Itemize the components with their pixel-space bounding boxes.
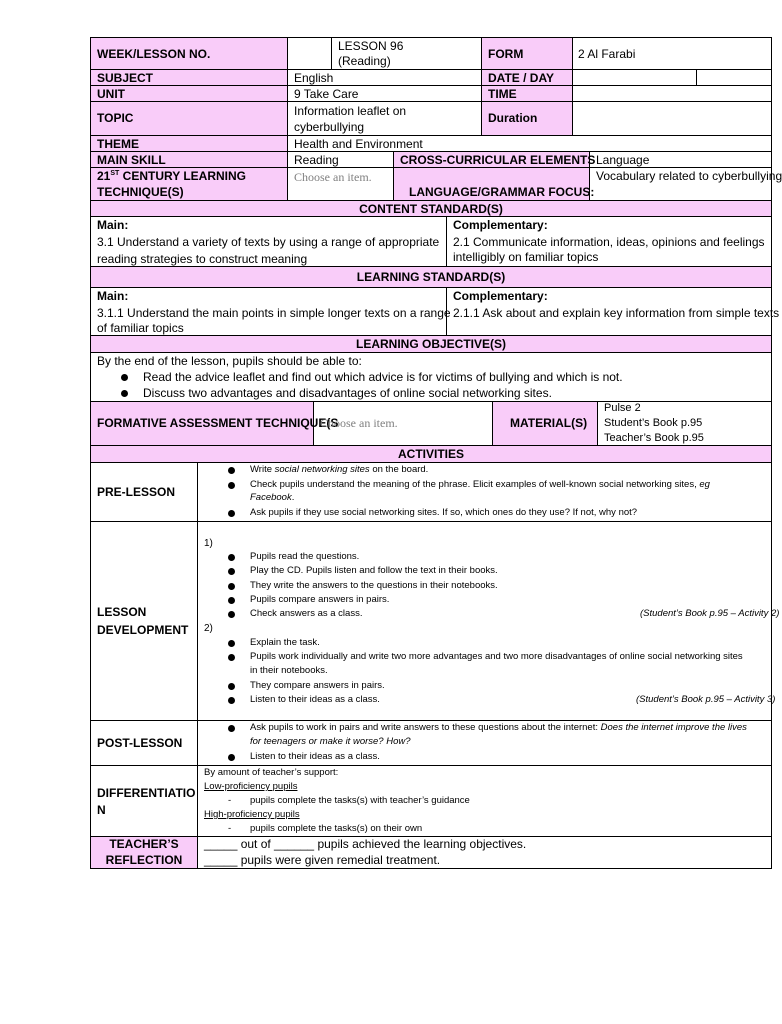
duration-value-cell[interactable] xyxy=(572,101,772,136)
reflection-label-1: TEACHER’S xyxy=(109,837,179,851)
learning-standard-header xyxy=(90,266,772,288)
content-main-text-2: reading strategies to construct meaning xyxy=(97,252,308,266)
cce-value: Language xyxy=(596,153,650,167)
diff-line-3: pupils complete the tasks(s) with teacher’s guidance xyxy=(250,795,470,806)
main-skill-value-cell xyxy=(287,151,394,168)
development-content xyxy=(197,521,780,721)
pre-lesson-content xyxy=(197,462,772,522)
century-label-line2: TECHNIQUE(S) xyxy=(97,185,184,199)
lesson-no: LESSON 96 xyxy=(338,39,404,53)
development-label-2: DEVELOPMENT xyxy=(97,623,189,637)
unit-value: 9 Take Care xyxy=(294,87,359,101)
century-label-text: CENTURY LEARNING xyxy=(119,169,246,183)
century-label-num: 21 xyxy=(97,169,111,183)
learning-standard-comp-cell xyxy=(446,287,780,336)
differentiation-label-2: N xyxy=(97,803,106,817)
reflection-label-2: REFLECTION xyxy=(105,853,183,867)
post-lesson-label: POST-LESSON xyxy=(97,736,183,750)
dev-ref-2: (Student’s Book p.95 – Activity 3) xyxy=(636,694,776,705)
reflection-label-cell xyxy=(90,836,198,869)
assessment-value-cell[interactable] xyxy=(313,401,493,446)
diff-line-2: Low-proficiency pupils xyxy=(204,781,298,792)
content-comp-text-2: intelligibly on familiar topics xyxy=(453,250,599,264)
dash-icon: - xyxy=(228,795,232,806)
pre-item-2 xyxy=(250,479,710,491)
week-label-cell xyxy=(90,37,288,70)
unit-label-cell xyxy=(90,85,288,102)
dev-item-2-4: Listen to their ideas as a class. xyxy=(250,694,380,705)
theme-value-cell xyxy=(287,135,772,152)
bullet-icon xyxy=(228,654,235,661)
cce-value-cell xyxy=(589,151,772,168)
time-label: TIME xyxy=(488,87,517,101)
pre-lesson-label: PRE-LESSON xyxy=(97,485,176,499)
pre-item-1 xyxy=(250,464,428,476)
learning-standard-title: LEARNING STANDARD(S) xyxy=(356,270,506,284)
century-label-sup: ST xyxy=(110,170,120,177)
form-value: 2 Al Farabi xyxy=(578,47,636,61)
pre-item-2-period: . xyxy=(291,492,295,503)
pre-item-1a: Write xyxy=(250,464,275,475)
bullet-icon xyxy=(228,597,235,604)
objective-item-2: Discuss two advantages and disadvantages of online social networking sites. xyxy=(143,386,552,400)
bullet-icon xyxy=(228,683,235,690)
grammar-value: Vocabulary related to cyberbullying xyxy=(596,169,782,183)
content-comp-label: Complementary: xyxy=(453,218,548,232)
date-label-cell xyxy=(481,69,573,86)
pre-item-1c: on the board. xyxy=(369,464,429,475)
bullet-icon xyxy=(228,754,235,761)
bullet-icon xyxy=(228,697,235,704)
objective-header xyxy=(90,335,772,353)
dev-ref-1: (Student’s Book p.95 – Activity 2) xyxy=(640,608,780,619)
material-item-3: Teacher’s Book p.95 xyxy=(604,432,704,444)
dash-icon: - xyxy=(228,823,232,834)
dev-num-1: 1) xyxy=(204,538,213,549)
dev-item-2-2: Pupils work individually and write two more advantages and two more disadvantages of online social networking sites xyxy=(250,651,743,662)
main-skill-label: MAIN SKILL xyxy=(97,153,166,167)
bullet-icon xyxy=(228,510,235,517)
learning-standard-main-cell xyxy=(90,287,451,336)
material-label-cell xyxy=(492,401,598,446)
date-value-cell[interactable] xyxy=(572,69,697,86)
dev-item-2-1: Explain the task. xyxy=(250,637,320,648)
subject-value-cell xyxy=(287,69,482,86)
post-lesson-label-cell xyxy=(90,720,198,766)
development-label-cell xyxy=(90,521,198,721)
century-label-cell xyxy=(90,167,288,201)
post-item-1a: Ask pupils to work in pairs and write answers to these questions about the internet: xyxy=(250,722,601,733)
reflection-line-1[interactable]: _____ out of ______ pupils achieved the learning objectives. xyxy=(204,837,527,851)
cce-label: CROSS-CURRICULAR ELEMENTS xyxy=(400,153,596,167)
day-value-cell[interactable] xyxy=(696,69,772,86)
dev-item-1-4: Pupils compare answers in pairs. xyxy=(250,594,390,605)
pre-item-2-cont xyxy=(250,492,294,504)
activities-title: ACTIVITIES xyxy=(397,447,464,461)
objective-item-1: Read the advice leaflet and find out which advice is for victims of bullying and which is not. xyxy=(143,370,623,384)
lesson-type: (Reading) xyxy=(338,54,391,68)
subject-label-cell xyxy=(90,69,288,86)
bullet-icon xyxy=(228,554,235,561)
development-label-1: LESSON xyxy=(97,605,147,619)
main-skill-value: Reading xyxy=(294,153,339,167)
content-standard-title: CONTENT STANDARD(S) xyxy=(359,202,503,216)
differentiation-label-1: DIFFERENTIATIO xyxy=(97,786,196,800)
objective-body xyxy=(90,352,772,402)
dev-item-1-5: Check answers as a class. xyxy=(250,608,363,619)
duration-label: Duration xyxy=(488,111,538,125)
assessment-label: FORMATIVE ASSESSMENT TECHNIQUE(S xyxy=(97,416,339,430)
diff-line-5: pupils complete the tasks(s) on their own xyxy=(250,823,423,834)
bullet-icon xyxy=(228,640,235,647)
subject-label: SUBJECT xyxy=(97,71,154,85)
duration-label-cell xyxy=(481,101,573,136)
post-item-1 xyxy=(250,722,747,734)
cce-label-cell xyxy=(393,151,596,168)
dev-item-1-3: They write the answers to the questions in their notebooks. xyxy=(250,580,498,591)
date-label: DATE / DAY xyxy=(488,71,555,85)
learning-main-label: Main: xyxy=(97,289,129,303)
topic-value-1: Information leaflet on xyxy=(294,104,407,118)
dev-num-2: 2) xyxy=(204,623,213,634)
bullet-icon xyxy=(121,374,128,381)
assessment-dropdown-placeholder[interactable]: Choose an item. xyxy=(320,416,398,430)
form-label-cell xyxy=(481,37,573,70)
content-standard-main-cell xyxy=(90,216,447,267)
pre-item-2a: Check pupils understand the meaning of the phrase. Elicit examples of well-known social networking sites, xyxy=(250,479,700,490)
diff-line-1: By amount of teacher’s support: xyxy=(204,767,339,778)
form-label: FORM xyxy=(488,47,524,61)
grammar-label-cell xyxy=(393,167,595,201)
time-value-cell[interactable] xyxy=(572,85,772,102)
time-label-cell xyxy=(481,85,573,102)
century-dropdown-placeholder[interactable]: Choose an item. xyxy=(294,170,372,184)
pre-item-1b: social networking sites xyxy=(274,464,370,475)
content-standard-header xyxy=(90,200,772,217)
content-comp-text-1: 2.1 Communicate information, ideas, opinions and feelings xyxy=(453,235,765,249)
material-item-1: Pulse 2 xyxy=(604,402,641,414)
topic-label-cell xyxy=(90,101,288,136)
dev-item-1-2: Play the CD. Pupils listen and follow the text in their books. xyxy=(250,565,498,576)
bullet-icon xyxy=(228,482,235,489)
grammar-label: LANGUAGE/GRAMMAR FOCUS: xyxy=(409,185,595,199)
topic-value-cell xyxy=(287,101,482,136)
pre-item-2-facebook: Facebook xyxy=(250,492,292,503)
bullet-icon xyxy=(228,725,235,732)
material-label: MATERIAL(S) xyxy=(510,416,588,430)
post-item-2: Listen to their ideas as a class. xyxy=(250,751,380,762)
material-value-cell xyxy=(597,401,772,446)
objective-title: LEARNING OBJECTIVE(S) xyxy=(355,337,506,351)
learning-main-text-1: 3.1.1 Understand the main points in simple longer texts on a range xyxy=(97,306,451,320)
post-lesson-content xyxy=(197,720,772,766)
topic-value-2: cyberbullying xyxy=(294,120,365,134)
bullet-icon xyxy=(228,568,235,575)
differentiation-label-cell xyxy=(90,765,198,837)
century-value-cell[interactable] xyxy=(287,167,394,201)
form-value-cell xyxy=(572,37,772,70)
learning-comp-text-1: 2.1.1 Ask about and explain key information from simple texts xyxy=(453,306,780,320)
theme-value: Health and Environment xyxy=(294,137,423,151)
grammar-value-cell xyxy=(589,167,782,201)
post-item-1-cont: for teenagers or make it worse? How? xyxy=(250,736,411,747)
content-main-text-1: 3.1 Understand a variety of texts by using a range of appropriate xyxy=(97,235,440,249)
topic-label: TOPIC xyxy=(97,111,134,125)
subject-value: English xyxy=(294,71,334,85)
pre-item-2b: eg xyxy=(699,479,710,490)
diff-line-4: High-proficiency pupils xyxy=(204,809,300,820)
learning-main-text-2: of familiar topics xyxy=(97,321,184,335)
bullet-icon xyxy=(121,390,128,397)
century-label xyxy=(97,169,246,184)
reflection-content[interactable] xyxy=(197,836,772,869)
pre-lesson-label-cell xyxy=(90,462,198,522)
theme-label-cell xyxy=(90,135,288,152)
bullet-icon xyxy=(228,467,235,474)
unit-value-cell xyxy=(287,85,482,102)
content-main-label: Main: xyxy=(97,218,129,232)
week-empty-cell xyxy=(287,37,332,70)
unit-label: UNIT xyxy=(97,87,125,101)
learning-comp-label: Complementary: xyxy=(453,289,548,303)
week-label: WEEK/LESSON NO. xyxy=(97,47,211,61)
dev-item-2-3: They compare answers in pairs. xyxy=(250,680,385,691)
reflection-line-2[interactable]: _____ pupils were given remedial treatment. xyxy=(204,853,441,867)
pre-item-4: Ask pupils if they use social networking sites. If so, which ones do they use? If not, why not? xyxy=(250,507,638,518)
main-skill-label-cell xyxy=(90,151,288,168)
dev-item-2-2-cont: in their notebooks. xyxy=(250,665,328,676)
bullet-icon xyxy=(228,583,235,590)
post-item-1b: Does the internet improve the lives xyxy=(600,722,747,733)
theme-label: THEME xyxy=(97,137,139,151)
lesson-no-cell xyxy=(331,37,482,70)
bullet-icon xyxy=(228,611,235,618)
content-standard-comp-cell xyxy=(446,216,772,267)
assessment-label-cell xyxy=(90,401,339,446)
objective-intro: By the end of the lesson, pupils should be able to: xyxy=(97,354,362,368)
activities-header xyxy=(90,445,772,463)
material-item-2: Student’s Book p.95 xyxy=(604,417,703,429)
differentiation-content xyxy=(197,765,772,837)
dev-item-1-1: Pupils read the questions. xyxy=(250,551,360,562)
